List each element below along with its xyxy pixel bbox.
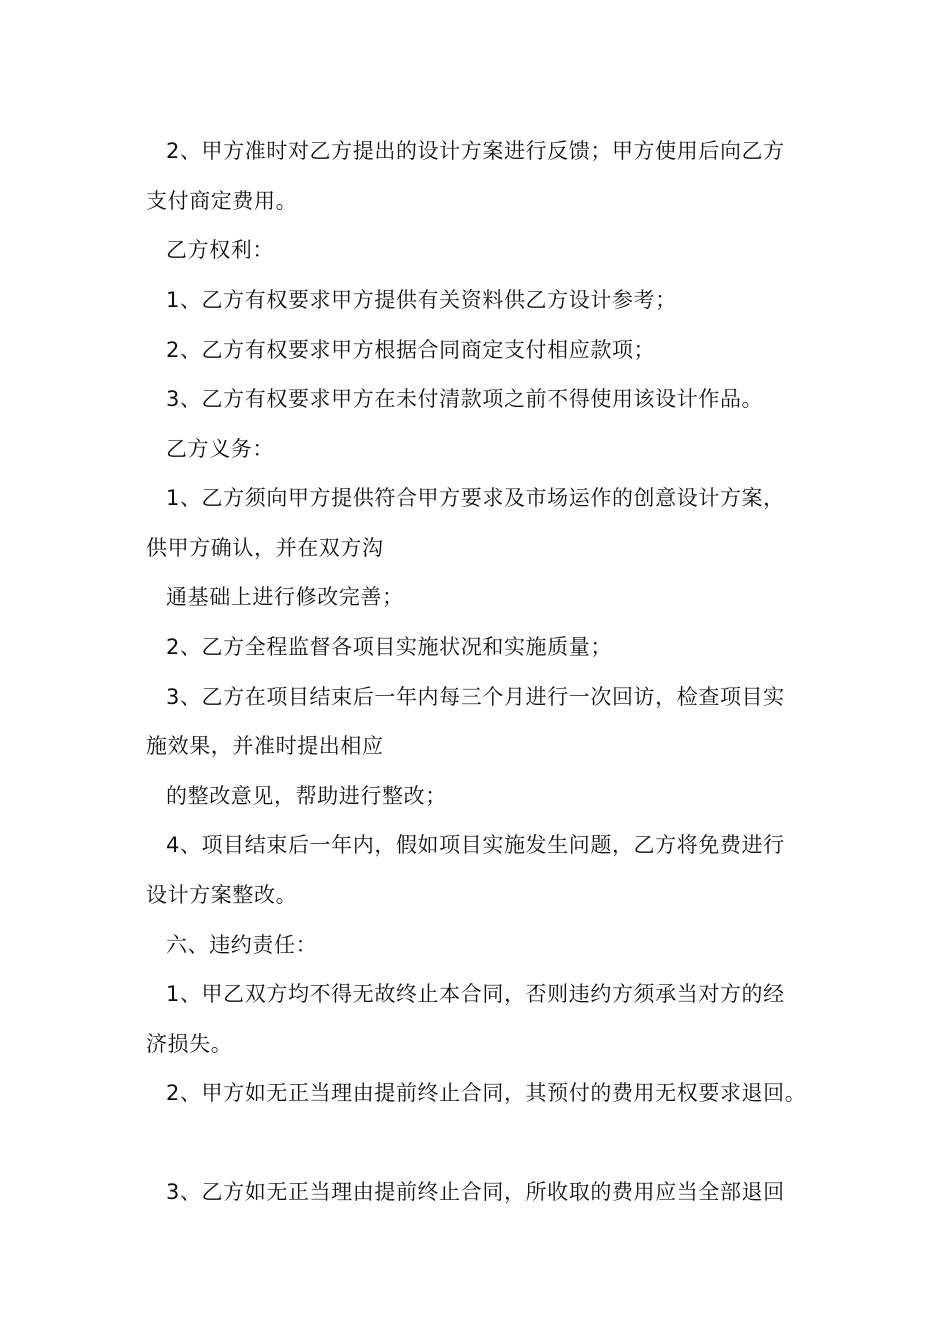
text-line: 设计方案整改。 bbox=[146, 883, 298, 907]
text-line: 供甲方确认，并在双方沟 bbox=[146, 536, 384, 560]
text-line: 3、乙方在项目结束后一年内每三个月进行一次回访，检查项目实 bbox=[166, 685, 785, 709]
section-heading: 乙方权利： bbox=[166, 238, 274, 262]
text-line: 3、乙方有权要求甲方在未付清款项之前不得使用该设计作品。 bbox=[166, 387, 764, 411]
text-line: 的整改意见，帮助进行整改； bbox=[166, 784, 447, 808]
section-heading: 乙方义务： bbox=[166, 437, 274, 461]
text-line: 支付商定费用。 bbox=[146, 189, 298, 213]
text-line: 4、项目结束后一年内，假如项目实施发生问题，乙方将免费进行 bbox=[166, 833, 785, 857]
text-line: 2、乙方有权要求甲方根据合同商定支付相应款项； bbox=[166, 338, 656, 362]
text-line: 施效果，并准时提出相应 bbox=[146, 734, 384, 758]
text-line: 2、乙方全程监督各项目实施状况和实施质量； bbox=[166, 635, 612, 659]
text-line: 2、甲方如无正当理由提前终止合同，其预付的费用无权要求退回。 bbox=[166, 1081, 807, 1105]
text-line: 济损失。 bbox=[146, 1032, 233, 1056]
text-line: 2、甲方准时对乙方提出的设计方案进行反馈；甲方使用后向乙方 bbox=[166, 139, 785, 163]
text-line: 1、乙方须向甲方提供符合甲方要求及市场运作的创意设计方案， bbox=[166, 486, 785, 510]
section-heading: 六、违约责任： bbox=[166, 933, 318, 957]
text-line: 1、甲乙双方均不得无故终止本合同，否则违约方须承当对方的经 bbox=[166, 982, 785, 1006]
text-line: 3、乙方如无正当理由提前终止合同，所收取的费用应当全部退回 bbox=[166, 1180, 785, 1204]
text-line: 1、乙方有权要求甲方提供有关资料供乙方设计参考； bbox=[166, 288, 677, 312]
text-line: 通基础上进行修改完善； bbox=[166, 585, 404, 609]
